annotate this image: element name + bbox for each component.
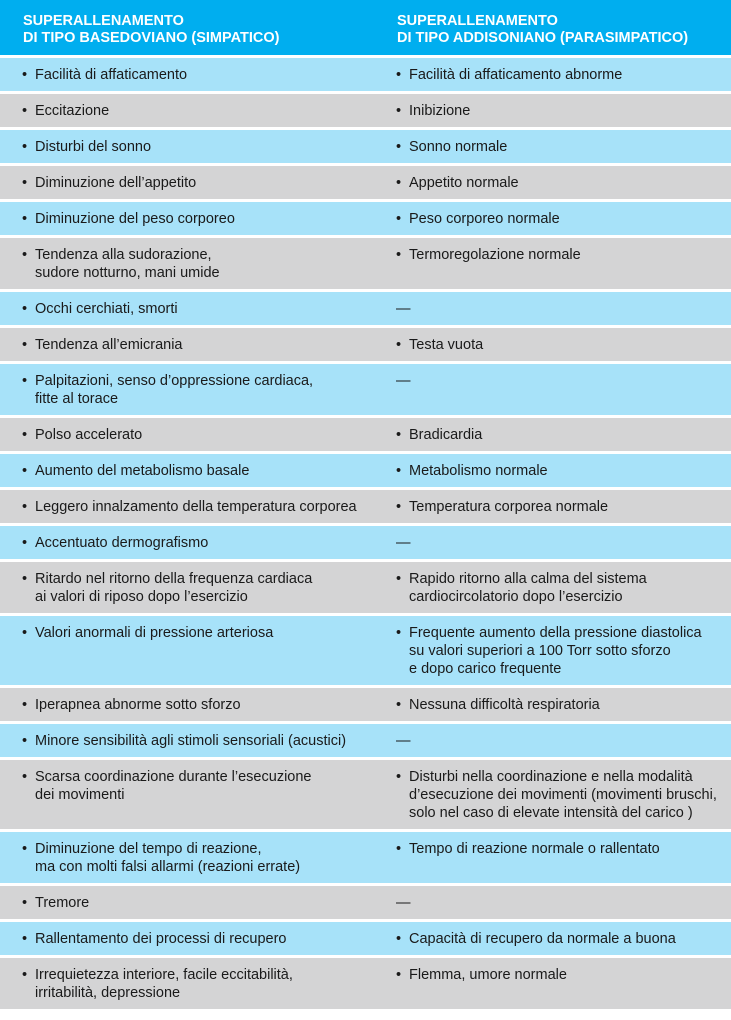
cell-parasimpatico xyxy=(390,688,731,721)
cell-simpatico xyxy=(0,760,390,829)
cell-simpatico xyxy=(0,454,390,487)
cell-parasimpatico xyxy=(390,418,731,451)
cell-text: Metabolismo normale xyxy=(409,463,548,479)
table-row xyxy=(0,94,731,127)
cell-simpatico xyxy=(0,202,390,235)
table-row xyxy=(0,454,731,487)
cell-parasimpatico xyxy=(390,832,731,883)
header-addisoniano: SUPERALLENAMENTO DI TIPO ADDISONIANO (PARASIMPATICO) xyxy=(390,0,731,55)
cell-parasimpatico xyxy=(390,724,731,757)
cell-text: Minore sensibilità agli stimoli sensoriali (acustici) xyxy=(35,733,347,749)
cell-parasimpatico xyxy=(390,760,731,829)
cell-text: Inibizione xyxy=(409,103,471,119)
cell-text: Tendenza alla sudorazione, sudore notturno, mani umide xyxy=(35,247,220,281)
bullet-icon: • xyxy=(22,733,28,749)
cell-parasimpatico xyxy=(390,202,731,235)
cell-text: Rapido ritorno alla calma del sistema cardiocircolatorio dopo l’esercizio xyxy=(409,571,647,605)
cell-text: Tremore xyxy=(35,895,90,911)
cell-text: Appetito normale xyxy=(409,175,519,191)
cell-text: Temperatura corporea normale xyxy=(409,499,609,515)
table-body xyxy=(0,58,731,1009)
cell-text: Accentuato dermografismo xyxy=(35,535,209,551)
bullet-icon: • xyxy=(396,139,402,155)
cell-text: Polso accelerato xyxy=(35,427,143,443)
cell-text: Nessuna difficoltà respiratoria xyxy=(409,697,600,713)
header-basedoviano: SUPERALLENAMENTO DI TIPO BASEDOVIANO (SIMPATICO) xyxy=(0,0,390,55)
table-row xyxy=(0,166,731,199)
cell-simpatico xyxy=(0,886,390,919)
table-row xyxy=(0,130,731,163)
cell-simpatico xyxy=(0,364,390,415)
bullet-icon: • xyxy=(22,337,28,353)
cell-text: Aumento del metabolismo basale xyxy=(35,463,250,479)
bullet-icon: • xyxy=(396,571,402,587)
cell-simpatico xyxy=(0,94,390,127)
cell-text: Leggero innalzamento della temperatura corporea xyxy=(35,499,357,515)
cell-parasimpatico xyxy=(390,166,731,199)
bullet-icon: • xyxy=(396,463,402,479)
cell-text: Occhi cerchiati, smorti xyxy=(35,301,178,317)
bullet-icon: • xyxy=(396,499,402,515)
cell-text: — xyxy=(396,535,411,551)
cell-parasimpatico xyxy=(390,526,731,559)
cell-text: Irrequietezza interiore, facile eccitabilità, irritabilità, depressione xyxy=(35,967,293,1001)
cell-text: Tempo di reazione normale o rallentato xyxy=(409,841,660,857)
cell-text: Frequente aumento della pressione diastolica su valori superiori a 100 Torr sotto sforzo e dopo carico frequente xyxy=(409,625,702,677)
bullet-icon: • xyxy=(22,373,28,389)
table-row xyxy=(0,616,731,685)
bullet-icon: • xyxy=(22,697,28,713)
cell-text: — xyxy=(396,301,411,317)
cell-text: Testa vuota xyxy=(409,337,484,353)
bullet-icon: • xyxy=(22,625,28,641)
cell-parasimpatico xyxy=(390,130,731,163)
cell-parasimpatico xyxy=(390,886,731,919)
table-row xyxy=(0,688,731,721)
table-row xyxy=(0,292,731,325)
cell-text: Valori anormali di pressione arteriosa xyxy=(35,625,274,641)
bullet-icon: • xyxy=(396,247,402,263)
cell-text: — xyxy=(396,895,411,911)
bullet-icon: • xyxy=(22,103,28,119)
cell-simpatico xyxy=(0,958,390,1009)
table-row xyxy=(0,364,731,415)
cell-text: Disturbi nella coordinazione e nella modalità d’esecuzione dei movimenti (movimenti bruschi, solo nel caso di elevate intensità del carico ) xyxy=(409,769,717,821)
bullet-icon: • xyxy=(22,67,28,83)
bullet-icon: • xyxy=(396,967,402,983)
cell-text: Disturbi del sonno xyxy=(35,139,152,155)
cell-simpatico xyxy=(0,922,390,955)
cell-parasimpatico xyxy=(390,328,731,361)
cell-simpatico xyxy=(0,292,390,325)
cell-parasimpatico xyxy=(390,616,731,685)
cell-text: Capacità di recupero da normale a buona xyxy=(409,931,676,947)
cell-text: Palpitazioni, senso d’oppressione cardiaca, fitte al torace xyxy=(35,373,314,407)
bullet-icon: • xyxy=(396,841,402,857)
cell-parasimpatico xyxy=(390,562,731,613)
cell-text: Bradicardia xyxy=(409,427,483,443)
cell-text: — xyxy=(396,733,411,749)
table-row xyxy=(0,886,731,919)
cell-parasimpatico xyxy=(390,94,731,127)
bullet-icon: • xyxy=(396,175,402,191)
bullet-icon: • xyxy=(22,535,28,551)
cell-text: Peso corporeo normale xyxy=(409,211,560,227)
bullet-icon: • xyxy=(22,139,28,155)
table-row xyxy=(0,328,731,361)
bullet-icon: • xyxy=(396,427,402,443)
cell-text: Scarsa coordinazione durante l’esecuzione dei movimenti xyxy=(35,769,312,803)
table-row xyxy=(0,526,731,559)
cell-parasimpatico xyxy=(390,238,731,289)
table-row xyxy=(0,490,731,523)
bullet-icon: • xyxy=(22,931,28,947)
cell-simpatico xyxy=(0,418,390,451)
cell-text: Diminuzione del peso corporeo xyxy=(35,211,235,227)
bullet-icon: • xyxy=(396,103,402,119)
cell-simpatico xyxy=(0,130,390,163)
table-row xyxy=(0,724,731,757)
table-row xyxy=(0,202,731,235)
bullet-icon: • xyxy=(22,427,28,443)
table-row xyxy=(0,562,731,613)
bullet-icon: • xyxy=(22,967,28,983)
bullet-icon: • xyxy=(396,769,402,785)
table-row xyxy=(0,922,731,955)
cell-parasimpatico xyxy=(390,922,731,955)
bullet-icon: • xyxy=(22,841,28,857)
table-header-row xyxy=(0,0,731,55)
cell-text: Tendenza all’emicrania xyxy=(35,337,183,353)
bullet-icon: • xyxy=(22,175,28,191)
cell-text: Termoregolazione normale xyxy=(409,247,581,263)
table-row xyxy=(0,418,731,451)
table-row xyxy=(0,238,731,289)
cell-simpatico xyxy=(0,616,390,685)
cell-simpatico xyxy=(0,526,390,559)
bullet-icon: • xyxy=(396,211,402,227)
cell-simpatico xyxy=(0,490,390,523)
cell-text: — xyxy=(396,373,411,389)
bullet-icon: • xyxy=(396,697,402,713)
table-row xyxy=(0,832,731,883)
cell-parasimpatico xyxy=(390,454,731,487)
bullet-icon: • xyxy=(396,625,402,641)
cell-simpatico xyxy=(0,688,390,721)
bullet-icon: • xyxy=(22,571,28,587)
cell-parasimpatico xyxy=(390,364,731,415)
cell-text: Facilità di affaticamento xyxy=(35,67,188,83)
table-row xyxy=(0,760,731,829)
cell-simpatico xyxy=(0,328,390,361)
cell-simpatico xyxy=(0,238,390,289)
cell-simpatico xyxy=(0,724,390,757)
cell-text: Diminuzione dell’appetito xyxy=(35,175,197,191)
bullet-icon: • xyxy=(22,247,28,263)
cell-simpatico xyxy=(0,832,390,883)
cell-simpatico xyxy=(0,166,390,199)
cell-parasimpatico xyxy=(390,958,731,1009)
cell-text: Facilità di affaticamento abnorme xyxy=(409,67,623,83)
bullet-icon: • xyxy=(22,769,28,785)
cell-text: Sonno normale xyxy=(409,139,508,155)
bullet-icon: • xyxy=(22,499,28,515)
cell-parasimpatico xyxy=(390,58,731,91)
cell-text: Eccitazione xyxy=(35,103,110,119)
bullet-icon: • xyxy=(396,67,402,83)
bullet-icon: • xyxy=(396,337,402,353)
cell-parasimpatico xyxy=(390,292,731,325)
cell-simpatico xyxy=(0,58,390,91)
bullet-icon: • xyxy=(22,463,28,479)
table-row xyxy=(0,958,731,1009)
table-row xyxy=(0,58,731,91)
cell-text: Flemma, umore normale xyxy=(409,967,567,983)
cell-parasimpatico xyxy=(390,490,731,523)
cell-text: Iperapnea abnorme sotto sforzo xyxy=(35,697,241,713)
cell-text: Ritardo nel ritorno della frequenza cardiaca ai valori di riposo dopo l’esercizio xyxy=(35,571,313,605)
cell-simpatico xyxy=(0,562,390,613)
bullet-icon: • xyxy=(22,301,28,317)
cell-text: Diminuzione del tempo di reazione, ma con molti falsi allarmi (reazioni errate) xyxy=(35,841,301,875)
bullet-icon: • xyxy=(396,931,402,947)
bullet-icon: • xyxy=(22,211,28,227)
bullet-icon: • xyxy=(22,895,28,911)
cell-text: Rallentamento dei processi di recupero xyxy=(35,931,287,947)
